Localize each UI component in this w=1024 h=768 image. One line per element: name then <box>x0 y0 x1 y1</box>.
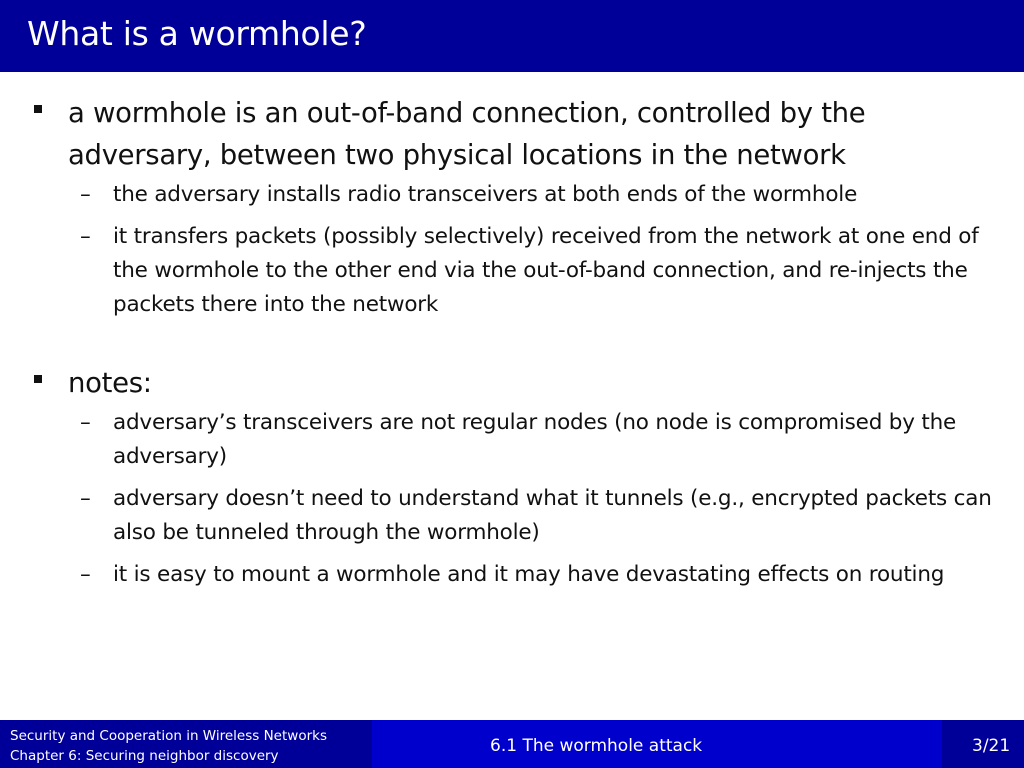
slide-title: What is a wormhole? <box>27 14 367 53</box>
bullet-2-sub-1: adversary’s transceivers are not regular nodes (no node is compromised by the adversary) <box>113 410 957 469</box>
footer-chapter: Chapter 6: Securing neighbor discovery <box>10 748 279 764</box>
dash-bullet-icon: – <box>80 182 91 207</box>
bullet-2-sub-3: it is easy to mount a wormhole and it may have devastating effects on routing <box>113 562 945 587</box>
bullet-1-sub-2: it transfers packets (possibly selectively) received from the network at one end of the wormhole to the other end via the out-of-band connection, and re-injects the packets there into the network <box>113 224 979 317</box>
footer-course: Security and Cooperation in Wireless Networks <box>10 728 327 744</box>
dash-bullet-icon: – <box>80 224 91 249</box>
page-number: 3/21 <box>972 736 1011 756</box>
dash-bullet-icon: – <box>80 486 91 511</box>
bullet-1-sub-1: the adversary installs radio transceivers at both ends of the wormhole <box>113 182 858 207</box>
dash-bullet-icon: – <box>80 410 91 435</box>
footer-left-panel <box>0 720 372 768</box>
square-bullet-icon <box>34 375 42 383</box>
bullet-1-text: a wormhole is an out-of-band connection, controlled by the adversary, between two physical locations in the network <box>68 97 866 171</box>
bullet-2-sub-2: adversary doesn’t need to understand what it tunnels (e.g., encrypted packets can also be tunneled through the wormhole) <box>113 486 992 545</box>
square-bullet-icon <box>34 105 42 113</box>
bullet-2-text: notes: <box>68 367 152 399</box>
dash-bullet-icon: – <box>80 562 91 587</box>
footer-section: 6.1 The wormhole attack <box>490 736 703 756</box>
title-bar <box>0 0 1024 72</box>
